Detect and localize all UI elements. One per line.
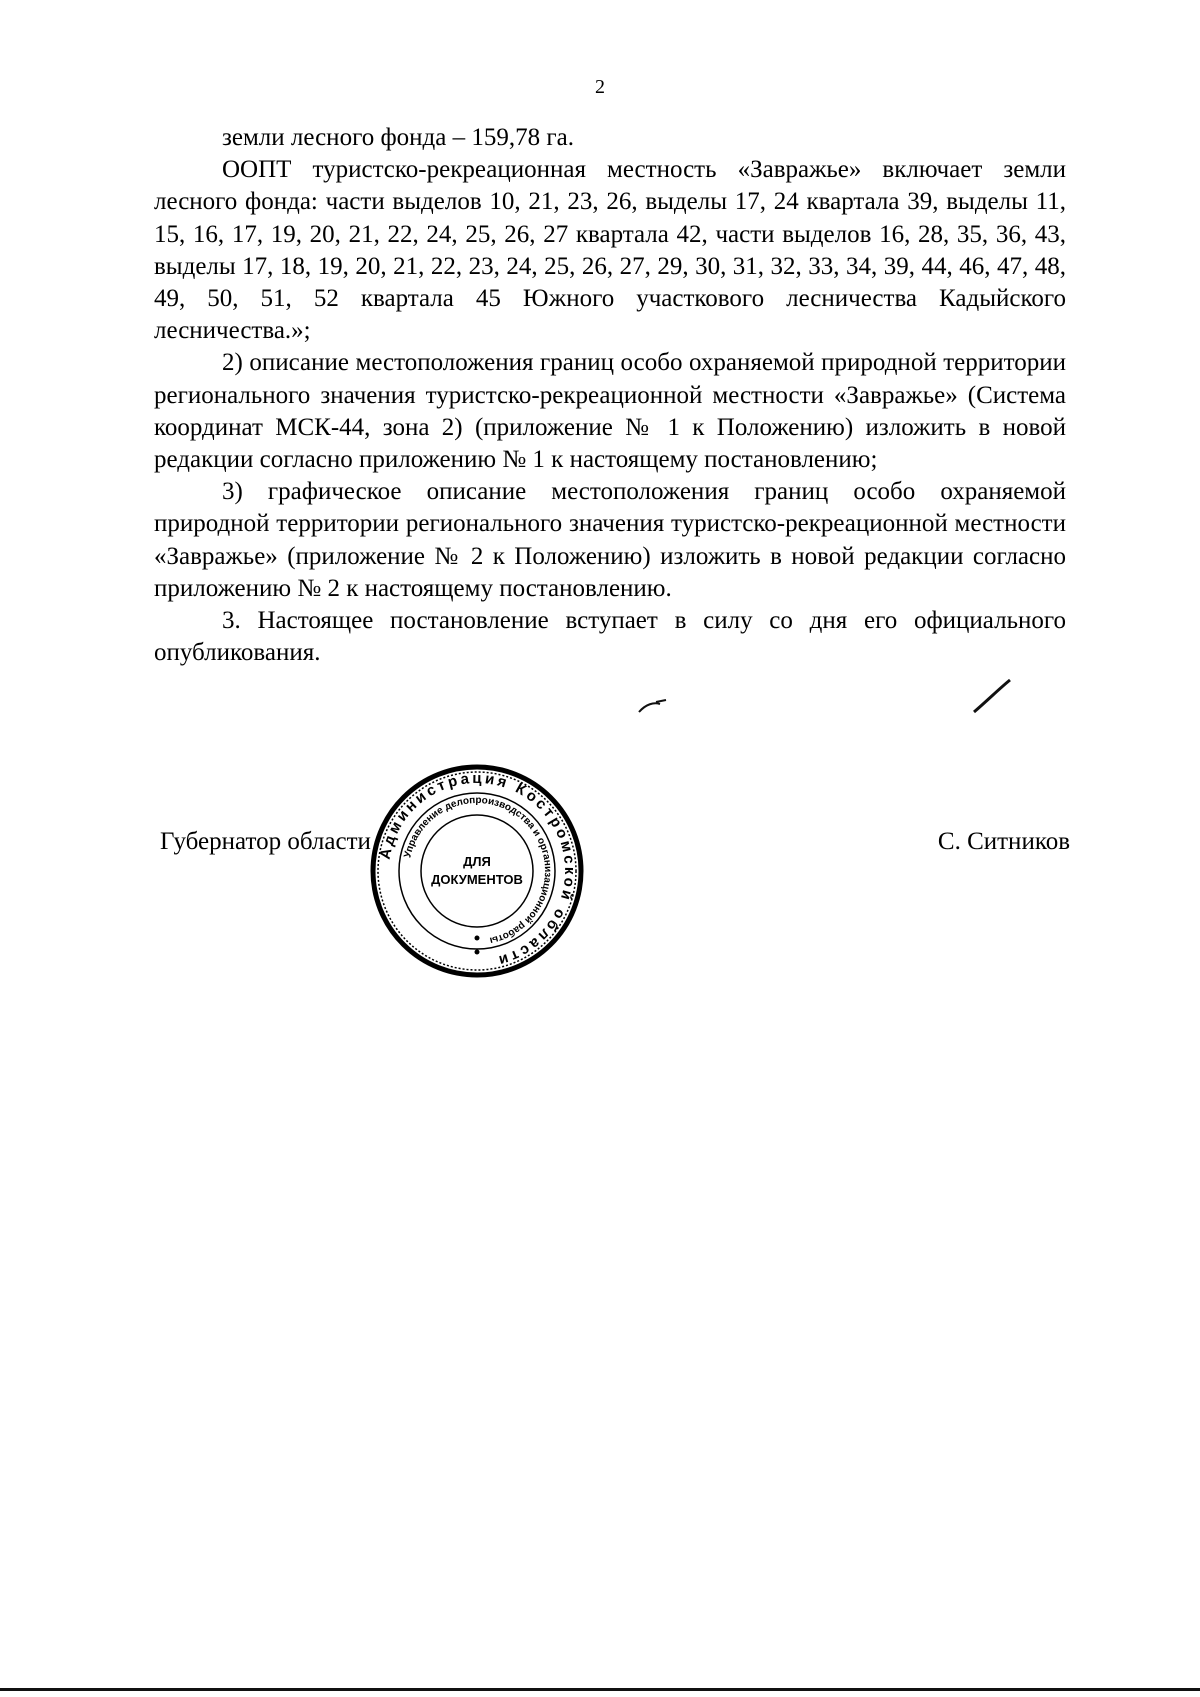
stamp-center-line-2: ДОКУМЕНТОВ [431,872,523,887]
stamp-outer-text: Администрация Костромской области [376,769,579,970]
official-seal-stamp [368,762,586,980]
page-bottom-edge [0,1688,1200,1691]
svg-text:Управление делопроизводства и [402,795,553,946]
paragraph-effective-date: 3. Настоящее постановление вступает в силу со дня его официального опубликования. [154,607,1066,667]
paragraph-forest-area: земли лесного фонда – 159,78 га. [222,124,574,151]
pen-mark-small [636,696,670,716]
stamp-inner-text: Управление делопроизводства и организационной работы [402,794,554,946]
signatory-title: Губернатор области [160,828,371,855]
paragraph-graphic-description: 3) графическое описание местоположения границ особо охраняемой природной территории регионального значения туристско-рекреационной местности «Завражье» (приложение № 2 к Положению) изложить в новой редакции согласно приложению № 2 к настоящему постановлению. [154,478,1066,602]
signatory-name: С. Ситников [937,828,1070,855]
stamp-center-line-1: ДЛЯ [463,854,491,869]
document-body [154,122,1066,669]
paragraph-boundary-description: 2) описание местоположения границ особо охраняемой природной территории регионального значения туристско-рекреационной местности «Завражье» (Система координат МСК-44, зона 2) (приложение № 1 к Положению) изложить в новой редакции согласно приложению № 1 к настоящему постановлению; [154,349,1066,474]
page-number: 2 [595,76,605,98]
paragraph-oopt-lands: ООПТ туристско-рекреационная местность «Завражье» включает земли лесного фонда: части выделов 10, 21, 23, 26, выделы 17, 24 квартала 39, выделы 11, 15, 16, 17, 19, 20, 21, 22, 24, 25, 26, 27 квартала 42, части выделов 16, 28, 35, 36, 43, выделы 17, 18, 19, 20, 21, 22, 23, 24, 25, 26, 27, 29, 30, 31, 32, 33, 34, 39, 44, 46, 47, 48, 49, 50, 51, 52 квартала 45 Южного участкового лесничества Кадыйского лесничества.»; [154,156,1066,345]
signature-stroke-right [970,676,1014,716]
